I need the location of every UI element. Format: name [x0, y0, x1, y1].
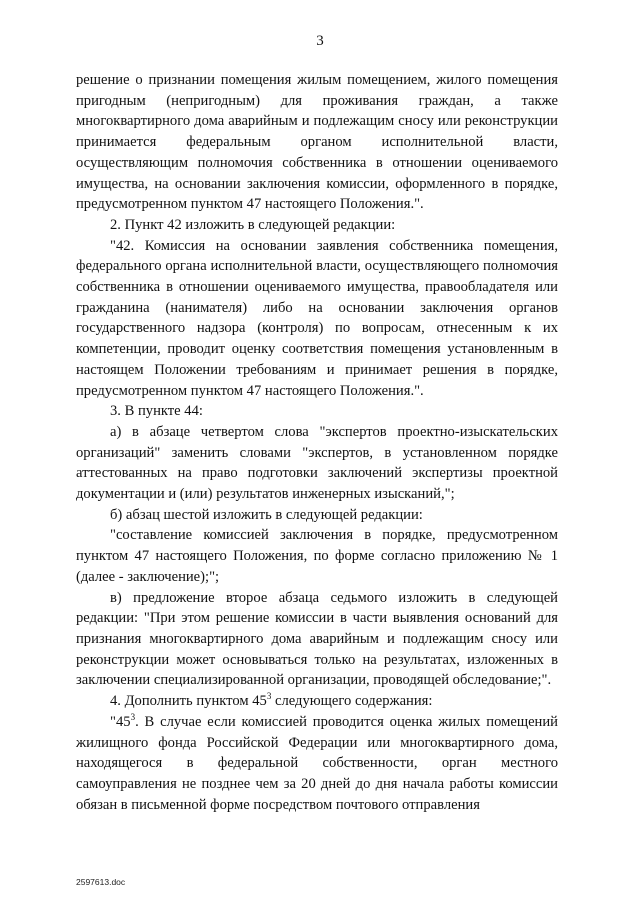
- item45-after: . В случае если комиссией проводится оценка жилых помещений жилищного фонда Российской Федерации или многоквартирного дома, находящегося в федеральной собственности, орган местного самоуправления не позднее чем за 20 дней до дня начала работы комиссии обязан в письменной форме посредством почтового отправления: [76, 713, 558, 813]
- item45-before: "45: [110, 713, 131, 730]
- paragraph-3: "42. Комиссия на основании заявления собственника помещения, федерального органа исполнительной власти, осуществляющего полномочия собственника в отношении оцениваемого имущества, правообладателя или гражданина (нанимателя) либо на основании заключения органов государственного надзора (контроля) по вопросам, отнесенным к их компетенции, проводит оценку соответствия помещения установленным в настоящем Положении требованиям и принимает решения в порядке, предусмотренном пунктом 47 настоящего Положения.".: [76, 237, 558, 399]
- paragraph-1: решение о признании помещения жилым помещением, жилого помещения пригодным (непригодным) для проживания граждан, а также многоквартирного дома аварийным и подлежащим сносу или реконструкции принимается федеральным органом исполнительной власти, осуществляющим полномочия собственника в отношении оцениваемого имущества, на основании заключения комиссии, оформленного в порядке, предусмотренном пунктом 47 настоящего Положения.".: [76, 72, 558, 213]
- paragraph-2: 2. Пункт 42 изложить в следующей редакции:: [110, 216, 396, 233]
- paragraph-10: [76, 712, 558, 816]
- page-number: 3: [316, 33, 324, 49]
- paragraph-6: б) абзац шестой изложить в следующей редакции:: [110, 506, 423, 523]
- file-name-footer: 2597613.doc: [76, 877, 126, 887]
- item45-superscript: 3: [130, 711, 136, 722]
- document-body: [76, 70, 558, 815]
- paragraph-4: 3. В пункте 44:: [110, 403, 203, 420]
- paragraph-7: "составление комиссией заключения в порядке, предусмотренном пунктом 47 настоящего Положения, по форме согласно приложению № 1 (далее - заключение);";: [76, 527, 558, 585]
- item4-after: следующего содержания:: [271, 693, 433, 710]
- item4-before: 4. Дополнить пунктом 45: [110, 693, 267, 710]
- paragraph-8: в) предложение второе абзаца седьмого изложить в следующей редакции: "При этом решение комиссии в части выявления оснований для признания многоквартирного дома аварийным и подлежащим сносу или реконструкции может основываться только на результатах, изложенных в заключении специализированной организации, проводящей обследование;".: [76, 589, 558, 689]
- item4-superscript: 3: [266, 691, 272, 702]
- paragraph-9: [76, 691, 558, 712]
- paragraph-5: а) в абзаце четвертом слова "экспертов проектно-изыскательских организаций" заменить словами "экспертов, в установленном порядке аттестованных на право подготовки заключений экспертизы проектной документации и (или) результатов инженерных изысканий,";: [76, 423, 558, 503]
